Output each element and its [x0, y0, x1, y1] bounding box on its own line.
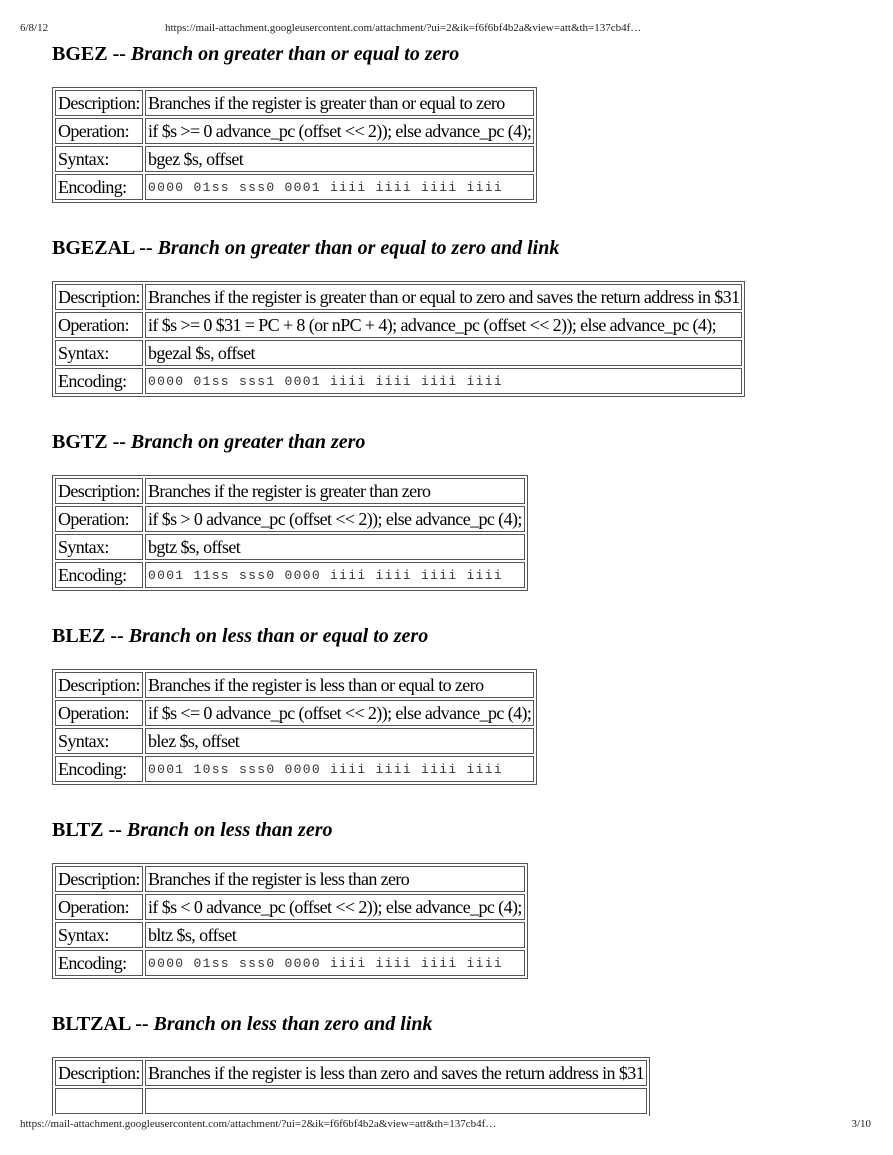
print-header-date: 6/8/12 [20, 22, 49, 34]
label-description: Description: [55, 1060, 143, 1086]
table-row-encoding [55, 174, 534, 200]
value-description: Branches if the register is greater than or equal to zero [145, 90, 534, 116]
instruction-section-blez [52, 624, 537, 785]
label-encoding: Encoding: [55, 562, 143, 588]
label-encoding: Encoding: [55, 756, 143, 782]
table-row-syntax [55, 340, 742, 366]
instruction-heading [52, 430, 528, 454]
table-row-encoding [55, 950, 525, 976]
label-encoding: Encoding: [55, 368, 143, 394]
instruction-table [52, 669, 537, 785]
instruction-name: Branch on greater than or equal to zero [130, 43, 460, 65]
table-row-syntax [55, 534, 525, 560]
instruction-heading [52, 818, 528, 842]
instruction-table [52, 863, 528, 979]
instruction-mnemonic: BLTZAL [52, 1013, 131, 1035]
label-syntax: Syntax: [55, 146, 143, 172]
table-row-description [55, 284, 742, 310]
heading-separator: -- [107, 431, 131, 453]
table-row-syntax [55, 146, 534, 172]
instruction-section-bltz [52, 818, 528, 979]
label-operation: Operation: [55, 312, 143, 338]
value-encoding: 0001 11ss sss0 0000 iiii iiii iiii iiii [145, 562, 525, 588]
instruction-table [52, 87, 537, 203]
print-header-url: https://mail-attachment.googleusercontent.com/attachment/?ui=2&ik=f6f6bf4b2a&view=att&th=137cb4f… [165, 22, 642, 34]
value-encoding: 0000 01ss sss0 0001 iiii iiii iiii iiii [145, 174, 534, 200]
table-row-syntax [55, 922, 525, 948]
table-row-description [55, 866, 525, 892]
label-description: Description: [55, 672, 143, 698]
value-description: Branches if the register is less than zero and saves the return address in $31 [145, 1060, 647, 1086]
table-row-operation [55, 506, 525, 532]
label-operation: Operation: [55, 894, 143, 920]
label-operation [55, 1088, 143, 1114]
print-footer-page-number: 3/10 [851, 1118, 871, 1130]
instruction-heading [52, 624, 537, 648]
value-description: Branches if the register is greater than or equal to zero and saves the return address in $31 [145, 284, 742, 310]
label-operation: Operation: [55, 506, 143, 532]
print-footer-url: https://mail-attachment.googleusercontent.com/attachment/?ui=2&ik=f6f6bf4b2a&view=att&th=137cb4f… [20, 1118, 497, 1130]
value-operation: if $s >= 0 $31 = PC + 8 (or nPC + 4); advance_pc (offset << 2)); else advance_pc (4); [145, 312, 742, 338]
heading-separator: -- [134, 237, 158, 259]
instruction-name: Branch on greater than zero [130, 431, 366, 453]
instruction-heading [52, 236, 745, 260]
table-row-encoding [55, 368, 742, 394]
table-row-description [55, 672, 534, 698]
instruction-heading [52, 1012, 650, 1036]
label-operation: Operation: [55, 700, 143, 726]
heading-separator: -- [130, 1013, 154, 1035]
value-encoding: 0000 01ss sss1 0001 iiii iiii iiii iiii [145, 368, 742, 394]
table-row-operation [55, 700, 534, 726]
table-row-encoding [55, 562, 525, 588]
instruction-section-bgez [52, 42, 537, 203]
value-syntax: blez $s, offset [145, 728, 534, 754]
heading-separator: -- [107, 43, 131, 65]
label-syntax: Syntax: [55, 340, 143, 366]
heading-separator: -- [105, 625, 129, 647]
instruction-name: Branch on less than zero and link [153, 1013, 433, 1035]
label-description: Description: [55, 866, 143, 892]
value-syntax: bgez $s, offset [145, 146, 534, 172]
instruction-name: Branch on less than or equal to zero [128, 625, 429, 647]
label-description: Description: [55, 90, 143, 116]
value-operation: if $s >= 0 advance_pc (offset << 2)); else advance_pc (4); [145, 118, 534, 144]
instruction-table [52, 475, 528, 591]
table-row-operation [55, 1088, 647, 1114]
value-operation: if $s <= 0 advance_pc (offset << 2)); else advance_pc (4); [145, 700, 534, 726]
value-operation [145, 1088, 647, 1114]
label-description: Description: [55, 478, 143, 504]
table-row-operation [55, 312, 742, 338]
instruction-mnemonic: BLEZ [52, 625, 106, 647]
value-operation: if $s < 0 advance_pc (offset << 2)); else advance_pc (4); [145, 894, 525, 920]
instruction-name: Branch on less than zero [126, 819, 333, 841]
value-encoding: 0000 01ss sss0 0000 iiii iiii iiii iiii [145, 950, 525, 976]
label-syntax: Syntax: [55, 922, 143, 948]
instruction-section-bltzal [52, 1012, 650, 1116]
instruction-mnemonic: BLTZ [52, 819, 104, 841]
instruction-mnemonic: BGEZAL [52, 237, 135, 259]
value-encoding: 0001 10ss sss0 0000 iiii iiii iiii iiii [145, 756, 534, 782]
instruction-mnemonic: BGEZ [52, 43, 108, 65]
page-cut-container [52, 1057, 650, 1116]
instruction-section-bgezal [52, 236, 745, 397]
value-description: Branches if the register is greater than zero [145, 478, 525, 504]
label-encoding: Encoding: [55, 174, 143, 200]
label-syntax: Syntax: [55, 534, 143, 560]
value-description: Branches if the register is less than zero [145, 866, 525, 892]
table-row-description [55, 478, 525, 504]
table-row-encoding [55, 756, 534, 782]
instruction-heading [52, 42, 537, 66]
value-syntax: bgezal $s, offset [145, 340, 742, 366]
heading-separator: -- [103, 819, 127, 841]
label-syntax: Syntax: [55, 728, 143, 754]
value-description: Branches if the register is less than or equal to zero [145, 672, 534, 698]
value-syntax: bltz $s, offset [145, 922, 525, 948]
table-row-syntax [55, 728, 534, 754]
table-row-operation [55, 118, 534, 144]
label-operation: Operation: [55, 118, 143, 144]
table-row-operation [55, 894, 525, 920]
label-encoding: Encoding: [55, 950, 143, 976]
label-description: Description: [55, 284, 143, 310]
table-row-description [55, 90, 534, 116]
table-row-description [55, 1060, 647, 1086]
value-operation: if $s > 0 advance_pc (offset << 2)); else advance_pc (4); [145, 506, 525, 532]
value-syntax: bgtz $s, offset [145, 534, 525, 560]
instruction-table [52, 281, 745, 397]
instruction-name: Branch on greater than or equal to zero and link [157, 237, 560, 259]
instruction-section-bgtz [52, 430, 528, 591]
instruction-table [52, 1057, 650, 1116]
instruction-mnemonic: BGTZ [52, 431, 108, 453]
